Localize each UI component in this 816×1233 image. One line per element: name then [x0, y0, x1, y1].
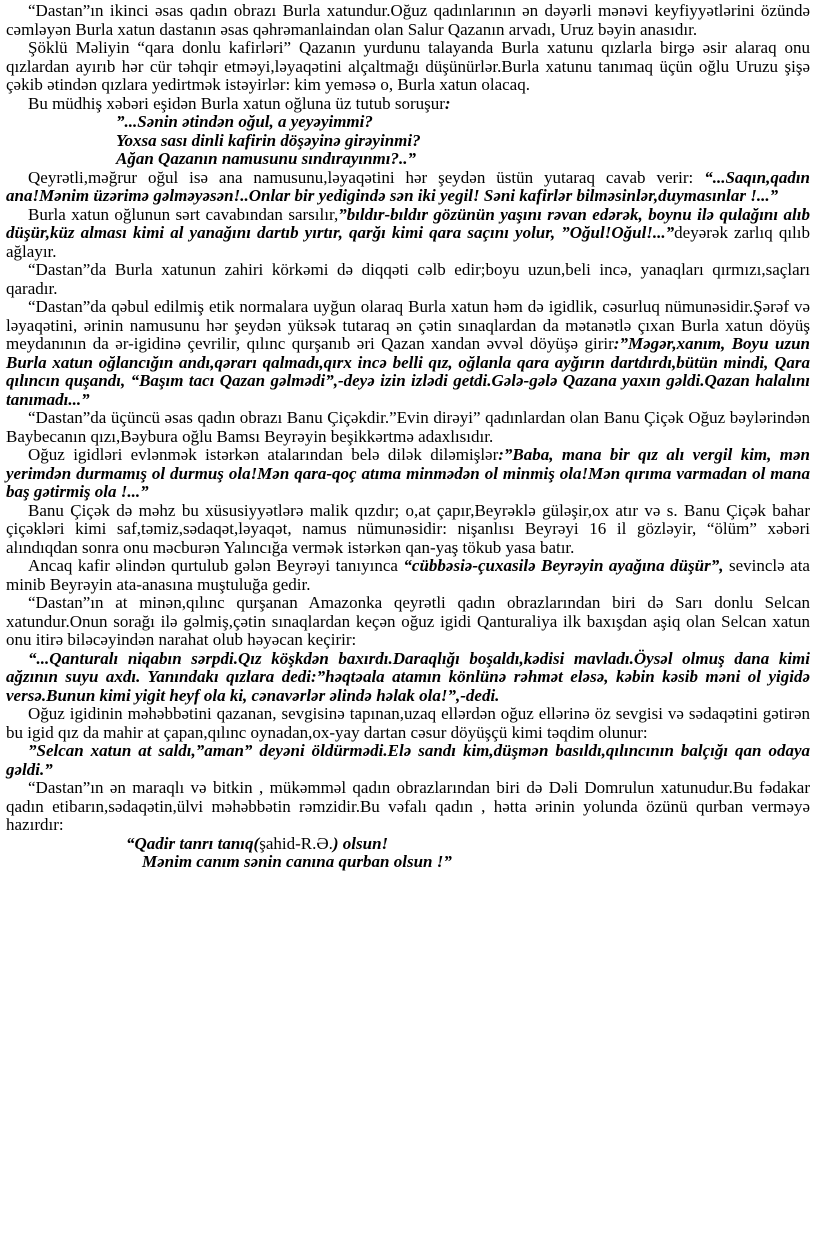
paragraph-uruz-answer [6, 169, 810, 206]
paragraph-banu-reunion [6, 557, 810, 594]
quote-wish: :”Baba, mana bir qız alı vergil kim, mən yerimdən durmamış ol durmuş ola!Mən qara-qoç atıma minmədən ol minmiş ola!Mən qırıma varmadan ol mana baş gətirmiş ola !...” [6, 445, 810, 501]
text-plain: Oğuz igidləri evlənmək istərkən atalarından belə dilək diləmişlər [28, 445, 499, 464]
paragraph-burla-intro: “Dastan”ın ikinci əsas qadın obrazı Burla xatundur.Oğuz qadınlarının ən dəyərli mənəvi keyfiyyətlərini özündə cəmləyən Burla xatun dastanın əsas qəhrəmanlaindan olan Salur Qazanın arvadı, Uruz bəyin anasıdır. [6, 1, 810, 39]
poem-line-1 [6, 835, 810, 854]
poem-line-2: Yoxsa sası dinli kafirin döşəyinə girəyinmi? [116, 130, 421, 150]
paragraph-shoklu-melik: Şöklü Məliyin “qara donlu kafirləri” Qazanın yurdunu talayanda Burla xatunu qızlarla birgə əsir alaraq onu qızlardan ayırıb hər cür təhqir etməyi,ləyaqətini alçaltmağı düşünürlər.Burla xatunu tanımaq üçün oğlu Uruzu şişə çəkib ətindən qızlara yedirtmək istəyirlər: kim yeməsə o, Burla xatun olacaq. [6, 38, 810, 94]
paragraph-banu-chichek: “Dastan”da üçüncü əsas qadın obrazı Banu Çiçəkdir.”Evin dirəyi” qadınlardan olan Banu Çiçək Oğuz bəylərindən Baybecanın qızı,Bəybura oğlu Bamsı Beyrəyin beşikkərtmə adaxlısıdır. [6, 408, 810, 446]
quote-reunion: “cübbəsiə-çuxasilə Beyrəyin ayağına düşür”, [403, 556, 724, 575]
text-bold: ) olsun! [332, 833, 389, 853]
poem-domrul-wife [6, 835, 810, 872]
quote-selcan-battle: ”Selcan xatun at saldı,”aman” deyəni öldürmədi.Elə sandı kim,düşmən basıldı,qılıncının balçığı qan odaya gəldi.” [6, 741, 810, 779]
text-plain: Ancaq kafir əlindən qurtulub gələn Beyrəyi tanıyınca [28, 556, 398, 575]
paragraph-burla-appearance: “Dastan”da Burla xatunun zahiri körkəmi də diqqəti cəlb edir;boyu uzun,beli incə, yanaqları qırmızı,saçları qaradır. [6, 260, 810, 298]
poem-line-1: ”...Sənin ətindən oğul, a yeyəyimmi? [116, 112, 373, 131]
text-note: şahid-R.Ə. [259, 833, 333, 853]
quote-battle: :”Məgər,xanım, Boyu uzun Burla xatun oğlancığın andı,qərarı qalmadı,qırx incə belli qız, oğlanla qara ayğırın dartdırdı,bütün mindi, Qara qılıncın quşandı, “Başım tacı Qazan gəlmədi”,-deyə izin izlədi getdi.Gələ-gələ Qazana yaxın gəldi.Qazan halalını tanımadı...” [6, 334, 810, 409]
paragraph-burla-grief [6, 206, 810, 262]
paragraph-burla-courage [6, 298, 810, 409]
quote-uruz: “...Saqın,qadın ana!Mənim üzərimə gəlməyəsən!..Onlar bir yedigində sən iki yegil! Səni kafirlər bilməsinlər,duymasınlar !...” [6, 167, 811, 205]
paragraph-banu-traits: Banu Çiçək də məhz bu xüsusiyyətlərə malik qızdır; o,at çapır,Beyrəklə güləşir,ox atır və s. Banu Çiçək bahar çiçəkləri kimi saf,təmiz,sədaqət,ləyaqət, namus nümunəsidir: nişanlısı Beyrəyi 16 il gözləyir, “ölüm” xəbəri alındıqdan sonra onu məcburən Yalıncığa vermək istərkən qan-yaş tökub yasa batır. [6, 500, 810, 557]
paragraph-selcan: “Dastan”ın at minən,qılınc qurşanan Amazonka qeyrətli qadın obrazlarından biri də Sarı donlu Selcan xatundur.Onun sorağı ilə gəlmiş,çətin sınaqlardan keçən oğuz igidi Qanturaliya ilk baxışdan aşiq olan Selcan xatun onu itirə biləcəyindən narahat olub həyəcan keçirir: [6, 593, 810, 649]
paragraph-selcan-warrior: Oğuz igidinin məhəbbətini qazanan, sevgisinə tapınan,uzaq ellərdən oğuz ellərinə öz sevgisi və sədaqətini gətirən bu igid qız da mahir at çapan,qılınc oynadan,ox-yay dartan cəsur döyüşçü kimi təqdim olunur: [6, 704, 810, 742]
paragraph-oguz-wish [6, 446, 810, 502]
poem-line-2: Mənim canım sənin canına qurban olsun !” [142, 852, 452, 871]
poem-line-3: Ağan Qazanın namusunu sındırayınmı?..” [116, 149, 416, 168]
paragraph-burla-question [6, 95, 810, 114]
paragraph-deli-domrul: “Dastan”ın ən maraqlı və bitkin , mükəmməl qadın obrazlarından biri də Dəli Domrulun xatunudur.Bu fədakar qadın etibarın,sədaqətin,ülvi məhəbbətin rəmzidir.Bu vəfalı qadın , hətta ərinin yolunda özünü qurban verməyə hazırdır: [6, 778, 810, 834]
quote-grief: ”bıldır-bıldır gözünün yaşını rəvan edərək, boynu ilə qulağını alıb düşür,küz alması kimi al yanağını dartıb yırtır, qarğı kimi qara saçını yolur, ”Oğul!Oğul!...” [6, 204, 810, 242]
text-plain: deyərək zarlıq qılıb ağlayır. [6, 223, 810, 261]
text-plain: Bu müdhiş xəbəri eşidən Burla xatun oğluna üz tutub soruşur [28, 93, 445, 113]
text-plain: “Dastan”da qəbul edilmiş etik normalara uyğun olaraq Burla xatun həm də igidlik, cəsurluq nümunəsidir.Şərəf və ləyaqətini, ərinin namusunu hər şeydən yüksək tutaraq ən çətin sınaqlardan da mətanətlə çıxan Burla xatun döyüş meydanının da ər-igidinə çevrilir, qılınc qurşanıb əri Qazan xandan əvvəl döyüşə girir [6, 297, 810, 353]
text-bold: “Qadir tanrı tanıq( [126, 833, 260, 853]
text-plain: sevinclə ata minib Beyrəyin ata-anasına muştuluğa gedir. [6, 556, 810, 594]
document-page [6, 2, 810, 872]
quote-qanturali: “...Qanturalı niqabın sərpdi.Qız köşkdən baxırdı.Daraqlığı boşaldı,kədisi mavladı.Öysəl olmuş dana kimi ağzının suyu axdı. Yanındakı qızlara dedi:”həqtəala atamın könlünə rəhmət eləsə, kəbin kəsib məni ol yigidə versə.Bunun kimi yigit heyf ola ki, cənavərlər əlində həlak ola!”,-dedi. [6, 648, 810, 705]
text-plain: Burla xatun oğlunun sərt cavabından sarsılır, [28, 204, 339, 224]
text-colon: : [444, 93, 451, 113]
text-plain: Qeyrətli,məğrur oğul isə ana namusunu,ləyaqətini hər şeydən üstün yutaraq cavab verir: [28, 167, 694, 187]
poem-burla [6, 113, 810, 169]
